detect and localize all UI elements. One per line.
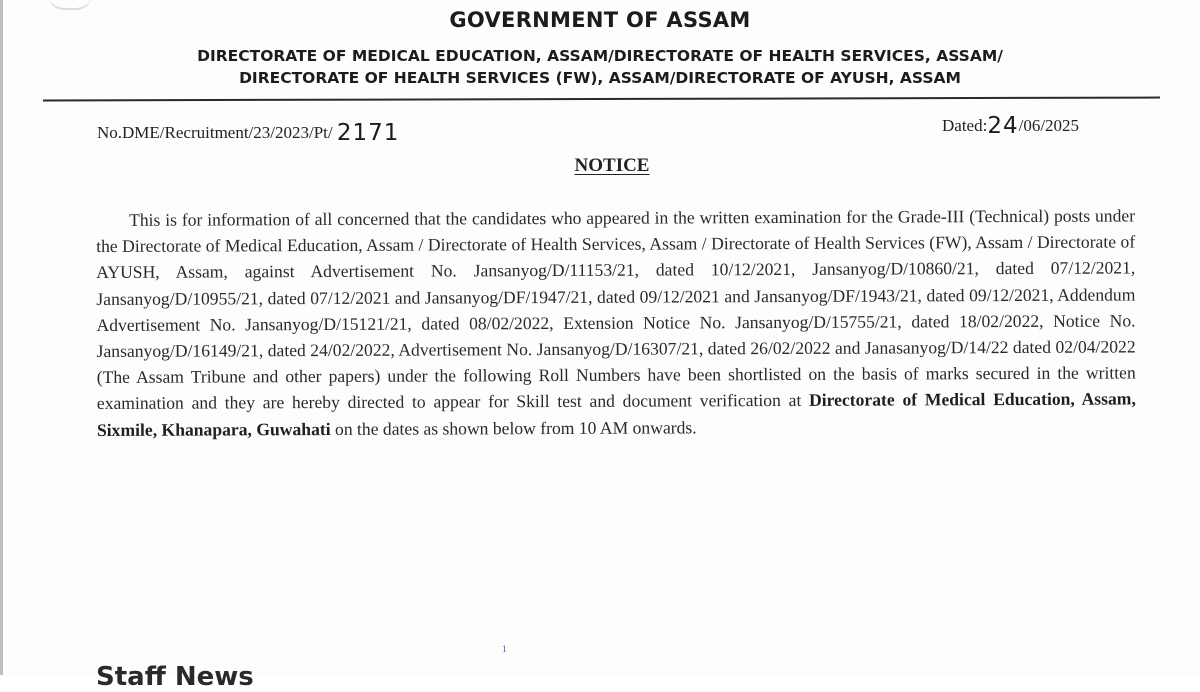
reference-number	[97, 120, 399, 146]
header-divider	[43, 97, 1160, 102]
scan-edge	[0, 0, 3, 675]
directorates-line-2: DIRECTORATE OF HEALTH SERVICES (FW), ASSAM/DIRECTORATE OF AYUSH, ASSAM	[239, 69, 961, 87]
government-title: GOVERNMENT OF ASSAM	[449, 8, 751, 32]
page-number: 1	[502, 644, 507, 654]
dated-label: Dated:	[942, 116, 988, 135]
notice-date	[942, 113, 1079, 139]
reference-number-handwritten: 2171	[336, 120, 400, 146]
notice-body-closing: on the dates as shown below from 10 AM onwards.	[330, 417, 697, 439]
reference-number-prefix: No.DME/Recruitment/23/2023/Pt/	[97, 123, 333, 142]
notice-heading-text: NOTICE	[574, 155, 650, 176]
notice-body	[96, 202, 1136, 442]
notice-body-text: This is for information of all concerned that the candidates who appeared in the written examination for the Grade-III (Technical) posts under the Directorate of Medical Education, Assam / Directorate of Health Services, Assam / Directorate of Health Services (FW), Assam / Directorate of AYUSH, Assam, against Advertisement No. Jansanyog/D/11153/21, dated 10/12/2021, Jansanyog/D/10860/21, dated 07/12/2021, Jansanyog/D/10955/21, dated 07/12/2021 and Jansanyog/DF/1947/21, dated 09/12/2021 and Jansanyog/DF/1943/21, dated 09/12/2021, Addendum Advertisement No. Jansanyog/D/15121/21, dated 08/02/2022, Extension Notice No. Jansanyog/D/15755/21, dated 18/02/2022, Notice No. Jansanyog/D/16149/21, dated 24/02/2022, Advertisement No. Jansanyog/D/16307/21, dated 26/02/2022 and Janasanyog/D/14/22 dated 02/04/2022 (The Assam Tribune and other papers) under the following Roll Numbers have been shortlisted on the basis of marks secured in the written examination and they are hereby directed to appear for Skill test and document verification at	[96, 205, 1136, 414]
staff-news-watermark: Staff News	[96, 662, 254, 692]
dated-day-handwritten: 24	[987, 113, 1019, 139]
notice-heading	[0, 155, 1200, 177]
venue-text: Directorate of Medical Education, Assam, Sixmile, Khanapara, Guwahati	[96, 388, 1136, 440]
dated-month-year: /06/2025	[1018, 116, 1080, 135]
directorates-line-1: DIRECTORATE OF MEDICAL EDUCATION, ASSAM/DIRECTORATE OF HEALTH SERVICES, ASSAM/	[197, 47, 1003, 65]
